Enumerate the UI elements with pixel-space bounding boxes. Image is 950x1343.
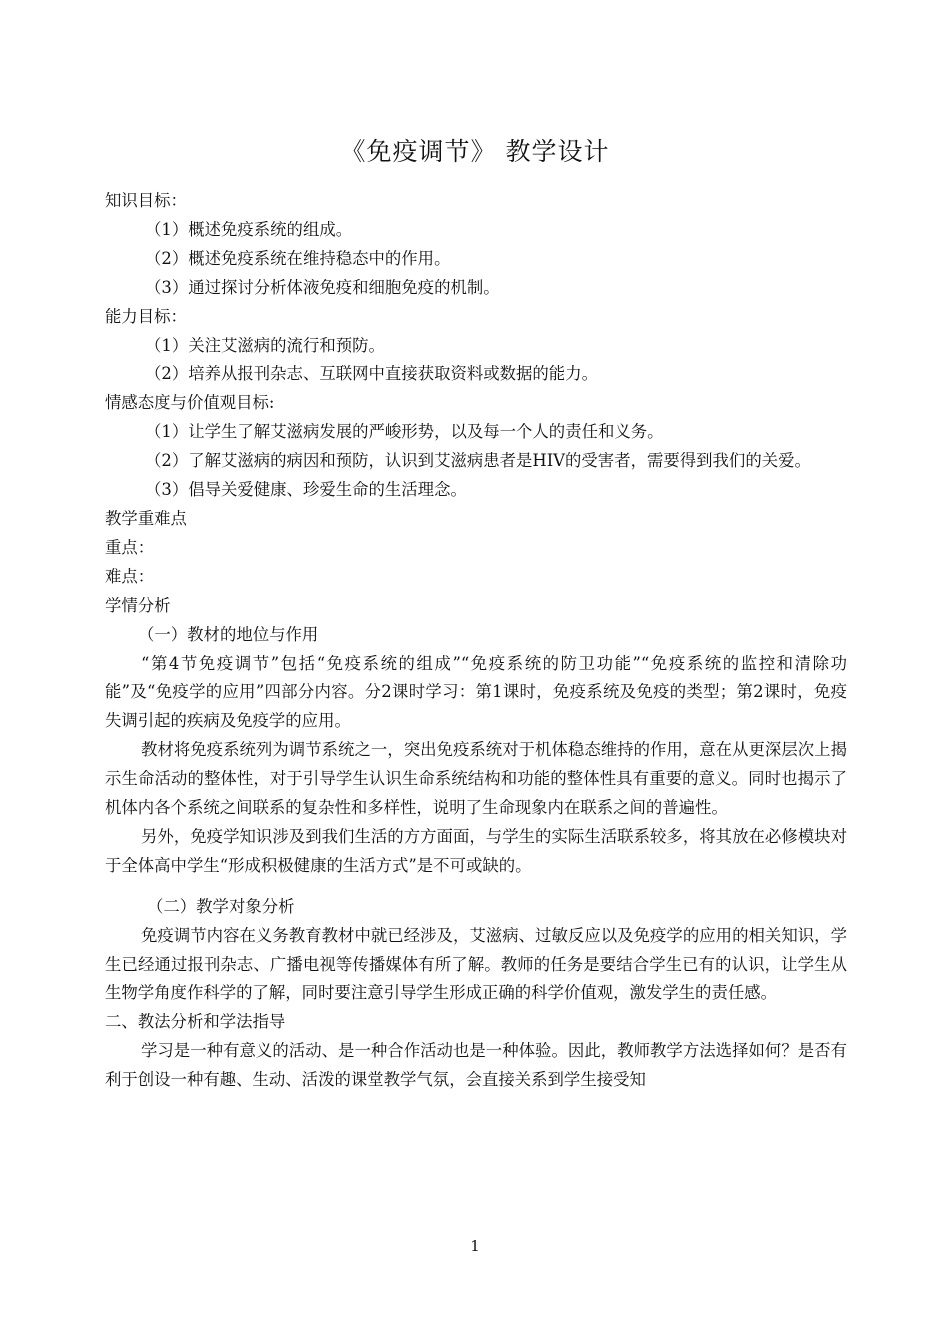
knowledge-goals-heading: 知识目标： — [105, 191, 187, 210]
key-difficulty-label: 难点： — [105, 566, 155, 586]
emotion-goal-item: （2）了解艾滋病的病因和预防，认识到艾滋病患者是HIV的受害者，需要得到我们的关爱。 — [145, 451, 811, 471]
ability-goal-item: （2）培养从报刊杂志、互联网中直接获取资料或数据的能力。 — [145, 364, 598, 384]
key-points-heading: 教学重难点 — [105, 508, 187, 528]
emotion-goal-item: （1）让学生了解艾滋病发展的严峻形势，以及每一个人的责任和义务。 — [145, 422, 664, 442]
section1-paragraph: 另外，免疫学知识涉及到我们生活的方方面面，与学生的实际生活联系较多，将其放在必修模块对于全体高中学生“形成积极健康的生活方式”是不可或缺的。 — [105, 826, 847, 875]
key-focus-label: 重点： — [105, 537, 155, 557]
ability-goal-item: （1）关注艾滋病的流行和预防。 — [145, 335, 385, 355]
page-number: 1 — [470, 1237, 480, 1255]
document-body — [105, 187, 847, 1095]
knowledge-goal-item: （2）概述免疫系统在维持稳态中的作用。 — [145, 248, 451, 268]
methods-heading: 二、教法分析和学法指导 — [105, 1012, 286, 1032]
section1-paragraph: 教材将免疫系统列为调节系统之一，突出免疫系统对于机体稳态维持的作用，意在从更深层次上揭示生命活动的整体性，对于引导学生认识生命系统结构和功能的整体性具有重要的意义。同时也揭示了机体内各个系统之间联系的复杂性和多样性，说明了生命现象内在联系之间的普遍性。 — [105, 740, 847, 818]
emotion-goals-heading: 情感态度与价值观目标: — [105, 393, 275, 413]
analysis-heading: 学情分析 — [105, 595, 171, 615]
section1-heading: （一）教材的地位与作用 — [138, 624, 319, 644]
document-title: 《免疫调节》 教学设计 — [340, 137, 610, 166]
methods-paragraph: 学习是一种有意义的活动、是一种合作活动也是一种体验。因此，教师教学方法选择如何？是否有利于创设一种有趣、生动、活泼的课堂教学气氛，会直接关系到学生接受知 — [105, 1041, 847, 1090]
section2-heading: （二）教学对象分析 — [147, 896, 295, 916]
section2-paragraph: 免疫调节内容在义务教育教材中就已经涉及，艾滋病、过敏反应以及免疫学的应用的相关知识，学生已经通过报刊杂志、广播电视等传播媒体有所了解。教师的任务是要结合学生已有的认识，让学生从生物学角度作科学的了解，同时要注意引导学生形成正确的科学价值观，激发学生的责任感。 — [105, 925, 847, 1003]
knowledge-goal-item: （3）通过探讨分析体液免疫和细胞免疫的机制。 — [145, 277, 500, 297]
emotion-goal-item: （3）倡导关爱健康、珍爱生命的生活理念。 — [145, 480, 467, 500]
section1-paragraph: “第4节免疫调节”包括“免疫系统的组成”“免疫系统的防卫功能”“免疫系统的监控和清除功能”及“免疫学的应用”四部分内容。分2课时学习：第1课时，免疫系统及免疫的类型；第2课时，免疫失调引起的疾病及免疫学的应用。 — [105, 653, 847, 731]
knowledge-goal-item: （1）概述免疫系统的组成。 — [145, 219, 353, 239]
ability-goals-heading: 能力目标： — [105, 306, 187, 326]
